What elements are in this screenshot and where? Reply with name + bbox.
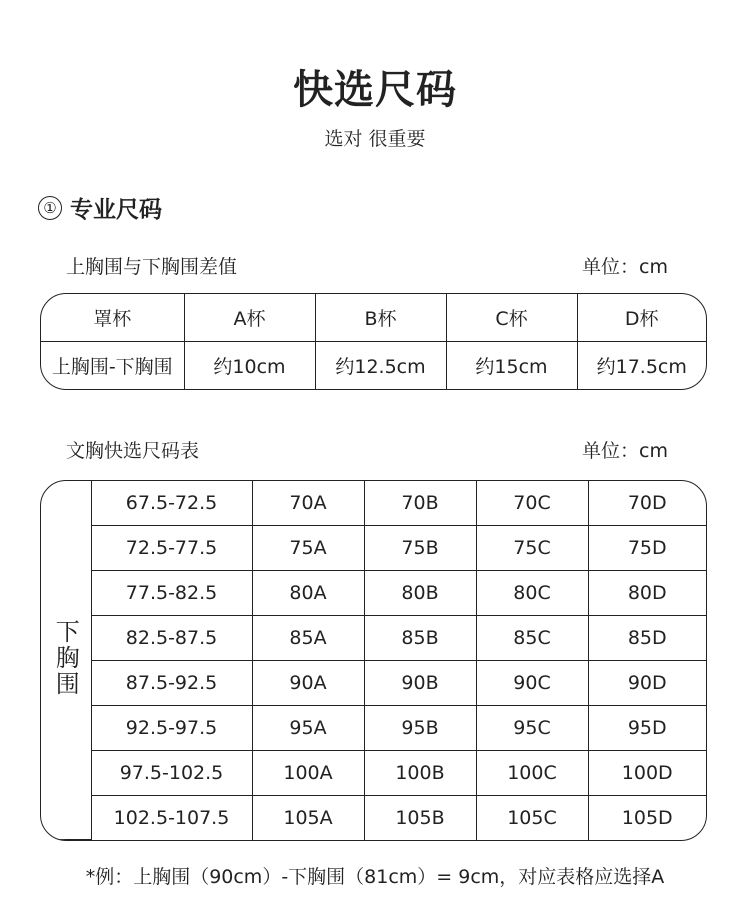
size-cell: 75B — [364, 525, 476, 570]
cup-value-cell: 约17.5cm — [577, 342, 706, 390]
size-cell: 70B — [364, 481, 476, 525]
underbust-range-cell: 102.5-107.5 — [91, 795, 252, 839]
size-cell: 95D — [588, 705, 706, 750]
size-cell: 105B — [364, 795, 476, 839]
underbust-range-cell: 92.5-97.5 — [91, 705, 252, 750]
underbust-side-text: 下胸围 — [51, 618, 80, 697]
underbust-side-label — [41, 481, 91, 840]
size-row — [41, 525, 706, 570]
footnote: *例：上胸围（90cm）-下胸围（81cm）= 9cm，对应表格应选择A — [85, 866, 665, 888]
cup-header-cell: B杯 — [315, 294, 446, 342]
page-title: 快选尺码 — [293, 67, 457, 113]
cup-header-cell: A杯 — [184, 294, 315, 342]
size-chart-table — [40, 480, 707, 841]
cup-value-cell: 上胸围-下胸围 — [41, 342, 184, 390]
size-table-unit: 单位：cm — [582, 440, 668, 462]
size-cell: 70A — [252, 481, 364, 525]
cup-value-cell: 约10cm — [184, 342, 315, 390]
size-row — [41, 795, 706, 839]
underbust-range-cell: 87.5-92.5 — [91, 660, 252, 705]
size-cell: 100D — [588, 750, 706, 795]
section-title: 专业尺码 — [70, 197, 162, 223]
size-cell: 85D — [588, 615, 706, 660]
size-cell: 90C — [476, 660, 588, 705]
size-cell: 75D — [588, 525, 706, 570]
cup-header-cell: C杯 — [446, 294, 577, 342]
size-table-label: 文胸快选尺码表 — [66, 440, 200, 462]
size-cell: 75A — [252, 525, 364, 570]
size-row — [41, 750, 706, 795]
size-cell: 100B — [364, 750, 476, 795]
size-cell: 85A — [252, 615, 364, 660]
underbust-range-cell: 82.5-87.5 — [91, 615, 252, 660]
cup-table-unit: 单位：cm — [582, 256, 668, 278]
cup-difference-table — [40, 293, 707, 390]
size-cell: 75C — [476, 525, 588, 570]
size-cell: 80C — [476, 570, 588, 615]
underbust-range-cell: 72.5-77.5 — [91, 525, 252, 570]
size-cell: 70C — [476, 481, 588, 525]
cup-header-row — [41, 294, 706, 342]
size-cell: 105A — [252, 795, 364, 839]
cup-value-row — [41, 342, 706, 390]
size-cell: 90D — [588, 660, 706, 705]
size-cell: 105D — [588, 795, 706, 839]
cup-value-cell: 约15cm — [446, 342, 577, 390]
underbust-range-cell: 67.5-72.5 — [91, 481, 252, 525]
size-row — [41, 660, 706, 705]
size-cell: 100C — [476, 750, 588, 795]
size-cell: 90A — [252, 660, 364, 705]
size-cell: 80B — [364, 570, 476, 615]
size-cell: 105C — [476, 795, 588, 839]
cup-header-cell: D杯 — [577, 294, 706, 342]
cup-value-cell: 约12.5cm — [315, 342, 446, 390]
size-cell: 95A — [252, 705, 364, 750]
size-row — [41, 705, 706, 750]
section-heading — [38, 191, 162, 224]
size-cell: 85C — [476, 615, 588, 660]
size-row — [41, 570, 706, 615]
size-cell: 95B — [364, 705, 476, 750]
underbust-range-cell: 97.5-102.5 — [91, 750, 252, 795]
underbust-range-cell: 77.5-82.5 — [91, 570, 252, 615]
size-cell: 70D — [588, 481, 706, 525]
size-row — [41, 481, 706, 525]
size-row — [41, 615, 706, 660]
cup-table-label: 上胸围与下胸围差值 — [66, 256, 238, 278]
size-cell: 85B — [364, 615, 476, 660]
cup-header-cell: 罩杯 — [41, 294, 184, 342]
page-subtitle: 选对 很重要 — [324, 128, 426, 150]
size-cell: 100A — [252, 750, 364, 795]
section-number: ① — [38, 196, 62, 220]
size-cell: 80A — [252, 570, 364, 615]
size-cell: 80D — [588, 570, 706, 615]
size-cell: 95C — [476, 705, 588, 750]
size-cell: 90B — [364, 660, 476, 705]
